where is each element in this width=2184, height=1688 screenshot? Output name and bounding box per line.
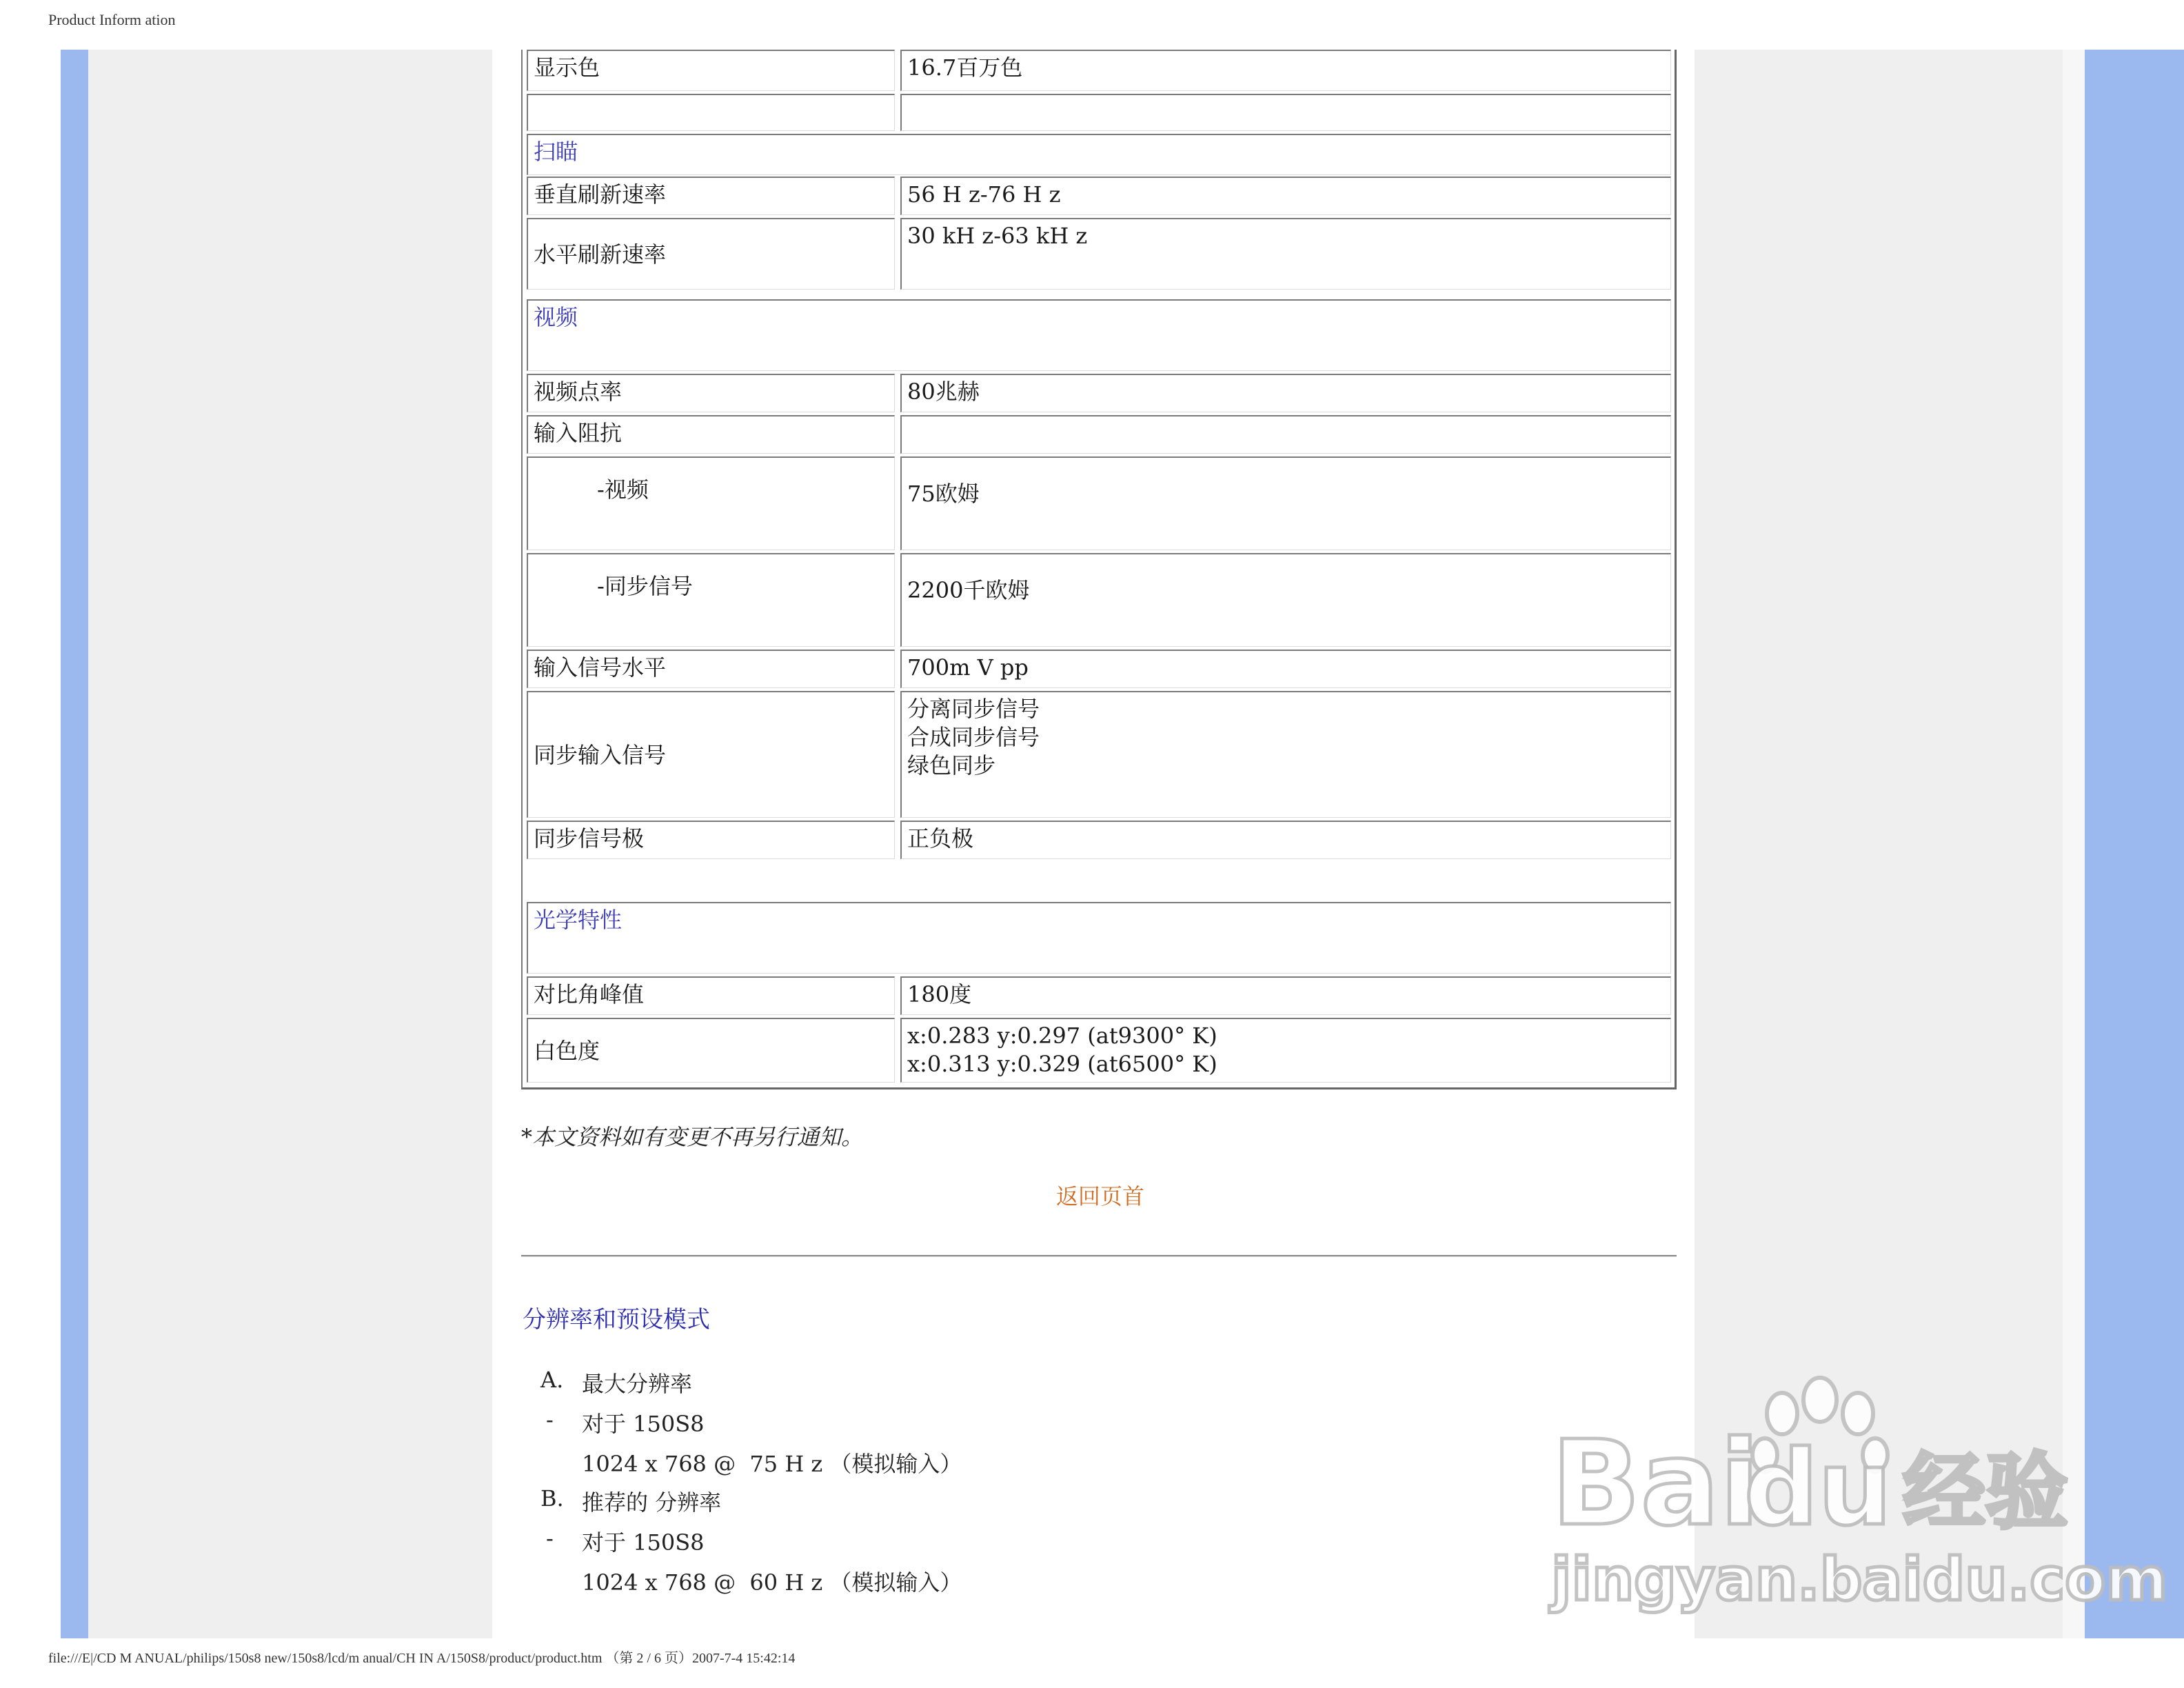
list-item: 对于 150S8: [582, 1529, 705, 1556]
list-marker: -: [546, 1525, 554, 1551]
table-row: [527, 50, 1671, 91]
section-heading: 视频: [527, 299, 1671, 371]
spec-value: 正负极: [900, 821, 1671, 859]
spec-label: 输入信号水平: [527, 650, 895, 688]
list-item: 对于 150S8: [582, 1411, 705, 1437]
value-line: 分离同步信号: [907, 696, 1040, 722]
spec-label: -视频: [527, 456, 895, 550]
section-heading: 扫瞄: [527, 134, 1671, 175]
spec-value: 75欧姆: [900, 456, 1671, 550]
spec-value: [900, 1018, 1671, 1083]
spec-label: 水平刷新速率: [527, 218, 895, 290]
spec-label: 输入阻抗: [527, 415, 895, 454]
list-marker: A.: [540, 1367, 564, 1393]
spec-value: [900, 415, 1671, 454]
resolution-heading: 分辨率和预设模式: [523, 1306, 710, 1334]
window-title: Product Inform ation: [48, 11, 176, 28]
spec-value: 2200千欧姆: [900, 553, 1671, 647]
list-item: 1024 x 768 @ 60 H z （模拟输入）: [582, 1569, 962, 1596]
spec-table: [521, 50, 1677, 1089]
table-row: [527, 218, 1671, 290]
spec-label: 同步信号极: [527, 821, 895, 859]
section-row: [527, 902, 1671, 974]
disclaimer-note: *本文资料如有变更不再另行通知。: [521, 1124, 864, 1150]
table-row: [527, 691, 1671, 818]
spec-label: 对比角峰值: [527, 976, 895, 1015]
section-row: [527, 299, 1671, 371]
spec-value: [900, 691, 1671, 818]
table-row: [527, 374, 1671, 412]
footer-file-path: file:///E|/CD M ANUAL/philips/150s8 new/150s8/lcd/m anual/CH IN A/150S8/product/product.htm （第 2 / 6 页）2007-7-4 15:42:14: [48, 1651, 796, 1666]
spec-label: [527, 94, 895, 131]
list-marker: -: [546, 1407, 554, 1433]
section-heading: 光学特性: [527, 902, 1671, 974]
baidu-watermark-logo: [1544, 1352, 2167, 1614]
divider: [521, 1255, 1677, 1257]
spec-value: 30 kH z-63 kH z: [900, 218, 1671, 290]
table-row: [527, 177, 1671, 215]
table-row: [527, 553, 1671, 647]
spec-label: -同步信号: [527, 553, 895, 647]
right-blue-band: [2085, 50, 2184, 1638]
list-item: 1024 x 768 @ 75 H z （模拟输入）: [582, 1451, 962, 1477]
table-row: [527, 650, 1671, 688]
spec-label: 白色度: [527, 1018, 895, 1083]
svg-text:jingyan.baidu.com: jingyan.baidu.com: [1551, 1545, 2167, 1614]
list-item: 最大分辨率: [582, 1371, 693, 1397]
list-item: 推荐的 分辨率: [582, 1489, 722, 1516]
svg-text:Bai: Bai: [1551, 1416, 1760, 1552]
svg-text:经验: 经验: [1903, 1445, 2068, 1540]
spec-value: 180度: [900, 976, 1671, 1015]
spec-value: 700m V pp: [900, 650, 1671, 688]
spec-label: 同步输入信号: [527, 691, 895, 818]
table-row: [527, 94, 1671, 131]
section-row: [527, 134, 1671, 175]
table-row: [527, 456, 1671, 550]
spec-label: 垂直刷新速率: [527, 177, 895, 215]
spec-value: 16.7百万色: [900, 50, 1671, 91]
list-marker: B.: [540, 1485, 564, 1511]
spec-value: [900, 94, 1671, 131]
spec-label: 视频点率: [527, 374, 895, 412]
left-gray-margin: [88, 50, 492, 1638]
value-line: x:0.313 y:0.329 (at6500° K): [907, 1051, 1217, 1077]
value-line: 合成同步信号: [907, 724, 1040, 750]
svg-text:du: du: [1744, 1429, 1892, 1549]
value-line: x:0.283 y:0.297 (at9300° K): [907, 1023, 1217, 1049]
table-row: [527, 1018, 1671, 1083]
spec-value: 80兆赫: [900, 374, 1671, 412]
table-row: [527, 976, 1671, 1015]
table-row: [527, 415, 1671, 454]
left-blue-band: [61, 50, 88, 1638]
spec-value: 56 H z-76 H z: [900, 177, 1671, 215]
value-line: 绿色同步: [907, 752, 996, 778]
back-to-top-link[interactable]: 返回页首: [1056, 1183, 1145, 1209]
table-row: [527, 821, 1671, 859]
spec-label: 显示色: [527, 50, 895, 91]
